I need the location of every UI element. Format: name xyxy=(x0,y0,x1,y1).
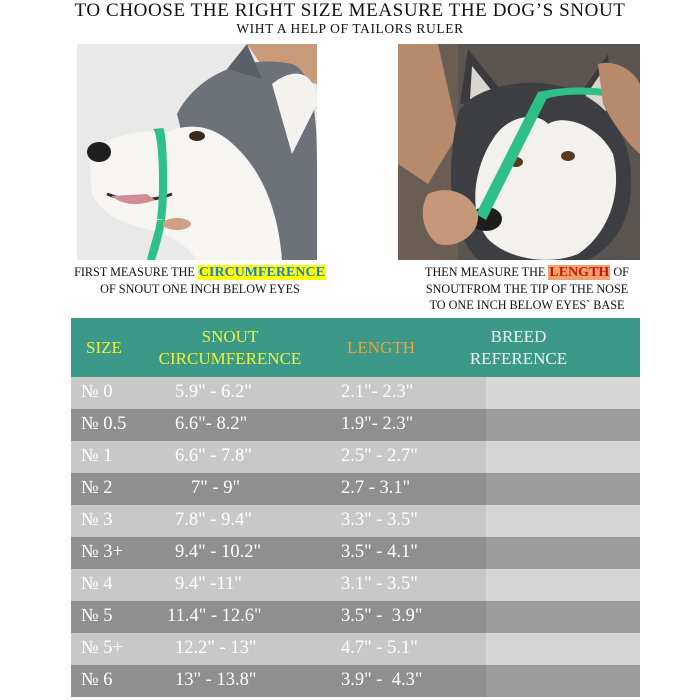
cell-snout: 5.9" - 6.2" xyxy=(175,382,252,402)
cell-size: № 2 xyxy=(81,478,113,498)
table-row xyxy=(71,633,640,665)
cell-length: 3.1" - 3.5" xyxy=(341,574,418,594)
dog-side-profile-photo xyxy=(77,44,317,260)
size-table xyxy=(71,318,640,700)
cell-snout: 9.4" - 10.2" xyxy=(175,542,262,562)
header-snout-line2: CIRCUMFERENCE xyxy=(158,349,302,368)
cell-size: № 0.5 xyxy=(81,414,127,434)
table-row xyxy=(71,377,640,409)
table-row xyxy=(71,441,640,473)
table-row xyxy=(71,665,640,697)
cell-size: № 4 xyxy=(81,574,113,594)
header-size: SIZE xyxy=(86,338,122,357)
caption-left-prefix: FIRST MEASURE THE xyxy=(74,265,198,279)
dog-front-photo xyxy=(398,44,640,260)
cell-size: № 5 xyxy=(81,606,113,626)
caption-circumference xyxy=(40,264,360,297)
table-row xyxy=(71,569,640,601)
cell-snout: 7.8" - 9.4" xyxy=(175,510,252,530)
cell-length: 3.5" - 3.9" xyxy=(341,606,423,626)
length-highlight: LENGTH xyxy=(549,265,610,280)
cell-size: № 5+ xyxy=(81,638,123,658)
caption-right-line3: TO ONE INCH BELOW EYES` BASE xyxy=(429,298,625,312)
table-row xyxy=(71,505,640,537)
cell-size: № 3 xyxy=(81,510,113,530)
header-breed-reference xyxy=(441,326,596,370)
cell-size: № 6 xyxy=(81,670,113,690)
cell-length: 3.5" - 4.1" xyxy=(341,542,418,562)
caption-right-line2: SNOUTFROM THE TIP OF THE NOSE xyxy=(425,282,629,296)
cell-length: 4.7" - 5.1" xyxy=(341,638,418,658)
cell-size: № 1 xyxy=(81,446,113,466)
cell-snout: 6.6"- 8.2" xyxy=(175,414,248,434)
cell-snout: 13" - 13.8" xyxy=(175,670,257,690)
caption-right-prefix: THEN MEASURE THE xyxy=(425,265,549,279)
table-row xyxy=(71,601,640,633)
cell-snout: 9.4" -11" xyxy=(175,574,242,594)
cell-snout: 7" - 9" xyxy=(191,478,241,498)
header-breed-line1: BREED xyxy=(490,327,547,346)
table-row xyxy=(71,537,640,569)
cell-size: № 3+ xyxy=(81,542,123,562)
caption-left-line2: OF SNOUT ONE INCH BELOW EYES xyxy=(100,282,300,296)
cell-length: 2.1"- 2.3" xyxy=(341,382,414,402)
cell-length: 2.5" - 2.7" xyxy=(341,446,418,466)
cell-length: 1.9"- 2.3" xyxy=(341,414,414,434)
cell-length: 3.3" - 3.5" xyxy=(341,510,418,530)
cell-snout: 6.6" - 7.8" xyxy=(175,446,252,466)
page-title: TO CHOOSE THE RIGHT SIZE MEASURE THE DOG’S SNOUT xyxy=(74,0,626,21)
table-header xyxy=(71,318,640,377)
cell-snout: 11.4" - 12.6" xyxy=(167,606,262,626)
circumference-highlight: CIRCUMFERENCE xyxy=(198,265,325,280)
caption-right-suffix: OF xyxy=(610,265,629,279)
cell-size: № 0 xyxy=(81,382,113,402)
cell-length: 3.9" - 4.3" xyxy=(341,670,423,690)
caption-length xyxy=(382,264,672,313)
header-length: LENGTH xyxy=(347,338,415,357)
header-snout-line1: SNOUT xyxy=(201,327,259,346)
header-snout-circumference xyxy=(145,326,315,370)
cell-length: 2.7 - 3.1" xyxy=(341,478,411,498)
header-breed-line2: REFERENCE xyxy=(469,349,568,368)
table-row xyxy=(71,473,640,505)
page-subtitle: WIHT A HELP OF TAILORS RULER xyxy=(236,21,464,36)
cell-snout: 12.2" - 13" xyxy=(175,638,257,658)
table-row xyxy=(71,409,640,441)
